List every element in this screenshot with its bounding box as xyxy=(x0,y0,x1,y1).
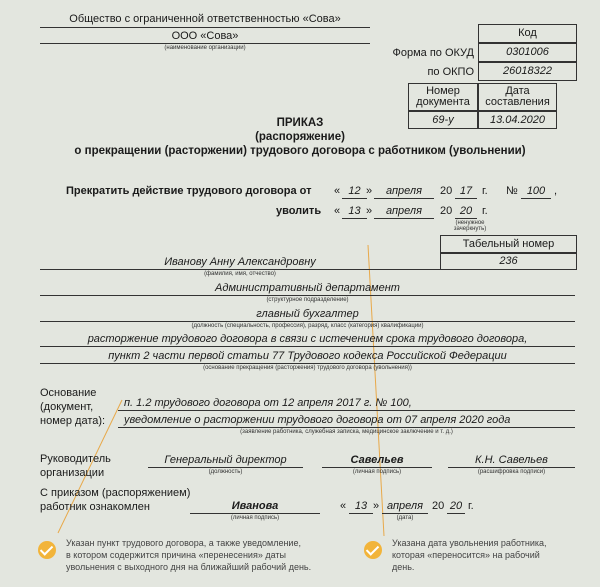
ack-year: 20 xyxy=(449,500,463,512)
head-position-caption: (должность) xyxy=(208,469,243,475)
dismiss-year-suffix: г. xyxy=(482,205,488,217)
head-position: Генеральный директор xyxy=(164,454,287,466)
org-short-line xyxy=(40,43,370,44)
dismissal-reason-line1-rule xyxy=(40,346,575,347)
terminate-year-suffix: г. xyxy=(482,185,488,197)
head-name-line xyxy=(448,467,575,468)
head-signature-line xyxy=(322,467,432,468)
note-right-line2: которая «переносится» на рабочий xyxy=(392,550,540,560)
dismiss-quote-open: « xyxy=(334,205,341,217)
ack-label-2: работник ознакомлен xyxy=(40,501,150,513)
employee-name-caption: (фамилия, имя, отчество) xyxy=(204,271,276,277)
terminate-year-prefix: 20 xyxy=(440,185,453,197)
dismiss-day: 13 xyxy=(348,205,361,217)
head-signature: Савельев xyxy=(350,454,404,466)
employee-position-caption: (должность (специальность, профессия), разряд, класс (категория) квалификации) xyxy=(191,323,424,329)
ack-year-line xyxy=(447,513,465,514)
dismiss-year-line xyxy=(455,218,477,219)
dismiss-month: апреля xyxy=(386,205,422,217)
ack-signature: Иванова xyxy=(231,500,279,512)
ack-quote-close: » xyxy=(373,500,380,512)
dismissal-reason-line2: пункт 2 части первой статьи 77 Трудового кодекса Российской Федерации xyxy=(108,350,507,362)
terminate-comma: , xyxy=(554,185,558,197)
ack-date-caption: (дата) xyxy=(396,515,414,521)
terminate-month-line xyxy=(374,198,434,199)
title-subject: о прекращении (расторжении) трудового договора с работником (увольнении) xyxy=(74,145,526,157)
employee-position-line xyxy=(40,321,575,322)
terminate-quote-open: « xyxy=(334,185,341,197)
ack-year-suffix: г. xyxy=(468,500,474,512)
doc-date-value: 13.04.2020 xyxy=(478,111,557,129)
tab-number-value: 236 xyxy=(440,253,577,270)
ack-label-1: С приказом (распоряжением) xyxy=(40,487,191,499)
terminate-day: 12 xyxy=(348,185,361,197)
head-name: К.Н. Савельев xyxy=(475,454,548,466)
head-label-1: Руководитель xyxy=(40,453,111,465)
employee-department-line xyxy=(40,295,575,296)
doc-number-header: Номер документа xyxy=(408,83,478,111)
check-icon xyxy=(364,541,382,559)
employee-department-caption: (структурное подразделение) xyxy=(266,297,349,303)
org-name: Общество с ограниченной ответственностью «Сова» xyxy=(69,13,341,25)
dismissal-reason-line2-rule xyxy=(40,363,575,364)
head-position-line xyxy=(148,467,303,468)
employee-name-line xyxy=(40,269,440,270)
terminate-quote-close: » xyxy=(366,185,373,197)
dismiss-quote-close: » xyxy=(366,205,373,217)
ack-day-line xyxy=(349,513,373,514)
ack-quote-open: « xyxy=(340,500,347,512)
code-header: Код xyxy=(478,24,577,43)
ack-day: 13 xyxy=(354,500,368,512)
employee-department: Административный департамент xyxy=(215,282,400,294)
terminate-number: 100 xyxy=(526,185,546,197)
okud-value: 0301006 xyxy=(478,43,577,62)
basis-line-1-rule xyxy=(118,410,575,411)
basis-line-1: п. 1.2 трудового договора от 12 апреля 2017 г. № 100, xyxy=(124,397,412,409)
terminate-year: 17 xyxy=(459,185,473,197)
dismiss-month-line xyxy=(374,218,434,219)
note-left-line2: в котором содержится причина «перенесения» даты xyxy=(66,550,286,560)
tab-number-header: Табельный номер xyxy=(440,235,577,253)
org-name-line xyxy=(40,27,370,28)
dismiss-caption: (ненужное зачеркнуть) xyxy=(453,220,487,232)
okpo-label: по ОКПО xyxy=(427,66,474,78)
note-left-line3: увольнения с выходного дня на ближайший рабочий день. xyxy=(66,562,312,572)
dismiss-year: 20 xyxy=(459,205,473,217)
terminate-no-label: № xyxy=(506,185,518,197)
basis-label-2: (документ, xyxy=(40,401,94,413)
ack-signature-caption: (личная подпись) xyxy=(230,515,280,521)
head-signature-caption: (личная подпись) xyxy=(352,469,402,475)
basis-line-2: уведомление о расторжении трудового договора от 07 апреля 2020 года xyxy=(124,414,511,426)
note-right-line1: Указана дата увольнения работника, xyxy=(392,538,547,548)
dismissal-reason-line1: расторжение трудового договора в связи с истечением срока трудового договора, xyxy=(87,333,528,345)
terminate-day-line xyxy=(342,198,367,199)
note-right-line3: день. xyxy=(392,562,415,572)
check-icon xyxy=(38,541,56,559)
terminate-year-line xyxy=(455,198,477,199)
dismissal-reason-caption: (основание прекращения (расторжения) трудового договора (увольнения)) xyxy=(203,365,412,371)
terminate-label: Прекратить действие трудового договора от xyxy=(66,185,312,197)
doc-date-header: Дата составления xyxy=(478,83,557,111)
ack-month-line xyxy=(382,513,428,514)
basis-label-1: Основание xyxy=(40,387,97,399)
note-right xyxy=(392,537,547,573)
employee-name: Иванову Анну Александровну xyxy=(164,256,316,268)
basis-label-3: номер дата): xyxy=(40,415,106,427)
head-name-caption: (расшифровка подписи) xyxy=(477,469,546,475)
terminate-month: апреля xyxy=(386,185,422,197)
basis-caption: (заявление работника, служебная записка, медицинское заключение и т. д.) xyxy=(240,429,453,435)
dismiss-day-line xyxy=(342,218,367,219)
dismiss-year-prefix: 20 xyxy=(440,205,453,217)
ack-signature-line xyxy=(190,513,320,514)
head-label-2: организации xyxy=(40,467,105,479)
ack-year-prefix: 20 xyxy=(432,500,445,512)
org-caption: (наименование организации) xyxy=(164,45,246,51)
employee-position: главный бухгалтер xyxy=(256,308,359,320)
note-left-line1: Указан пункт трудового договора, а также уведомление, xyxy=(66,538,301,548)
title-order: ПРИКАЗ xyxy=(276,117,324,129)
okud-label: Форма по ОКУД xyxy=(392,47,474,59)
basis-line-2-rule xyxy=(118,427,575,428)
dismiss-label: уволить xyxy=(276,205,322,217)
doc-number-value: 69-у xyxy=(408,111,478,129)
ack-month: апреля xyxy=(387,500,423,512)
note-left xyxy=(66,537,311,573)
terminate-number-line xyxy=(521,198,551,199)
org-short-name: ООО «Сова» xyxy=(171,30,239,42)
title-instruction: (распоряжение) xyxy=(255,131,345,143)
okpo-value: 26018322 xyxy=(478,62,577,81)
